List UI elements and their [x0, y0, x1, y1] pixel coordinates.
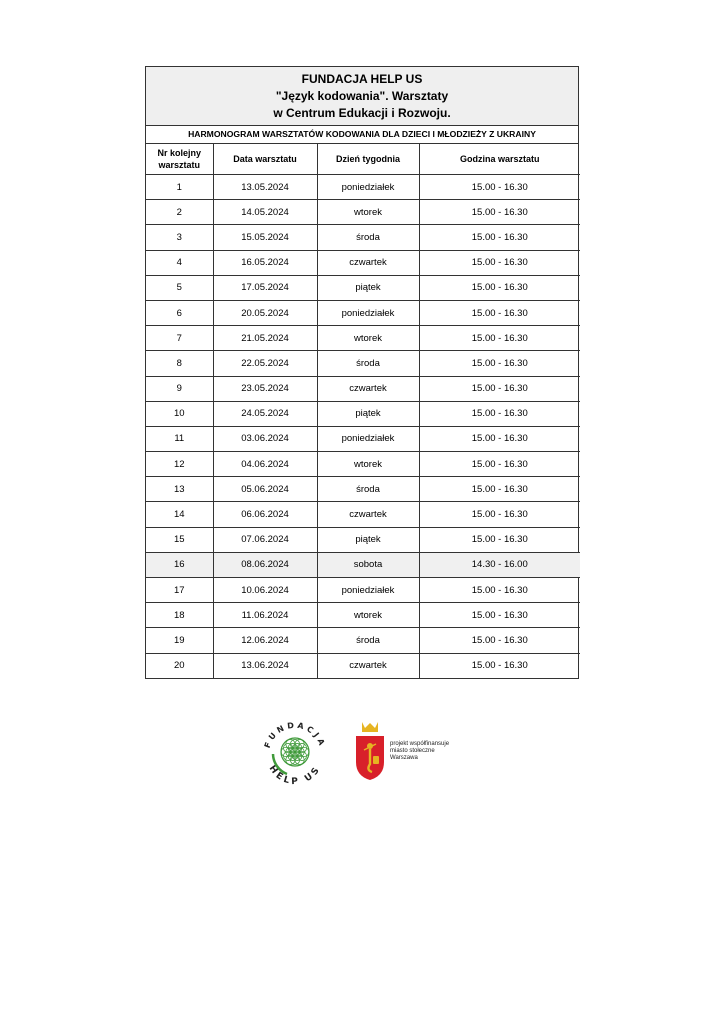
- cell-date: 11.06.2024: [213, 603, 317, 628]
- cell-date: 23.05.2024: [213, 376, 317, 401]
- cell-time: 15.00 - 16.30: [419, 603, 580, 628]
- table-row: [146, 250, 580, 275]
- cell-day: piątek: [317, 401, 419, 426]
- table-body: [146, 175, 580, 678]
- cell-date: 15.05.2024: [213, 225, 317, 250]
- cell-date: 16.05.2024: [213, 250, 317, 275]
- cell-day: poniedziałek: [317, 300, 419, 325]
- table-row: [146, 326, 580, 351]
- cell-day: sobota: [317, 552, 419, 577]
- cell-time: 15.00 - 16.30: [419, 477, 580, 502]
- table-row: [146, 175, 580, 200]
- table-row: [146, 200, 580, 225]
- cell-day: poniedziałek: [317, 426, 419, 451]
- cell-nr: 18: [146, 603, 213, 628]
- table-row: [146, 351, 580, 376]
- cell-date: 20.05.2024: [213, 300, 317, 325]
- project-title: "Język kodowania". Warsztaty: [275, 89, 449, 103]
- schedule-table: [146, 144, 580, 678]
- svg-text:HELP US: [267, 764, 324, 787]
- cell-time: 15.00 - 16.30: [419, 401, 580, 426]
- header-nr: Nr kolejny warsztatu: [146, 144, 213, 175]
- cell-date: 14.05.2024: [213, 200, 317, 225]
- cell-time: 15.00 - 16.30: [419, 426, 580, 451]
- header-day: Dzień tygodnia: [317, 144, 419, 175]
- cell-day: poniedziałek: [317, 578, 419, 603]
- cell-time: 15.00 - 16.30: [419, 300, 580, 325]
- cell-nr: 7: [146, 326, 213, 351]
- warsaw-coat-of-arms-icon: [352, 720, 388, 784]
- cell-date: 24.05.2024: [213, 401, 317, 426]
- cell-date: 08.06.2024: [213, 552, 317, 577]
- table-row: [146, 653, 580, 678]
- cell-day: środa: [317, 628, 419, 653]
- table-row: [146, 552, 580, 577]
- table-row: [146, 502, 580, 527]
- header-date: Data warsztatu: [213, 144, 317, 175]
- cell-day: środa: [317, 351, 419, 376]
- cell-date: 13.06.2024: [213, 653, 317, 678]
- footer-logos: [0, 712, 724, 792]
- cell-time: 15.00 - 16.30: [419, 200, 580, 225]
- table-row: [146, 452, 580, 477]
- header-time: Godzina warsztatu: [419, 144, 580, 175]
- cell-day: czwartek: [317, 653, 419, 678]
- cell-date: 22.05.2024: [213, 351, 317, 376]
- cell-nr: 2: [146, 200, 213, 225]
- cell-nr: 3: [146, 225, 213, 250]
- cell-nr: 11: [146, 426, 213, 451]
- cell-day: piątek: [317, 275, 419, 300]
- table-row: [146, 603, 580, 628]
- cell-date: 06.06.2024: [213, 502, 317, 527]
- cell-day: czwartek: [317, 250, 419, 275]
- cell-nr: 15: [146, 527, 213, 552]
- cell-day: poniedziałek: [317, 175, 419, 200]
- cell-date: 05.06.2024: [213, 477, 317, 502]
- cell-day: czwartek: [317, 376, 419, 401]
- cell-time: 15.00 - 16.30: [419, 578, 580, 603]
- table-row: [146, 376, 580, 401]
- cell-date: 21.05.2024: [213, 326, 317, 351]
- cell-time: 15.00 - 16.30: [419, 653, 580, 678]
- cell-nr: 6: [146, 300, 213, 325]
- cell-date: 04.06.2024: [213, 452, 317, 477]
- cell-nr: 13: [146, 477, 213, 502]
- cell-date: 03.06.2024: [213, 426, 317, 451]
- cell-nr: 14: [146, 502, 213, 527]
- cell-time: 15.00 - 16.30: [419, 175, 580, 200]
- help-us-bottom-text: HELP US: [266, 763, 324, 788]
- cell-nr: 9: [146, 376, 213, 401]
- cell-nr: 5: [146, 275, 213, 300]
- cell-date: 17.05.2024: [213, 275, 317, 300]
- cell-nr: 16: [146, 552, 213, 577]
- warszawa-logo: [352, 720, 482, 784]
- cell-time: 15.00 - 16.30: [419, 275, 580, 300]
- table-header-row: [146, 144, 580, 175]
- table-row: [146, 578, 580, 603]
- cell-day: środa: [317, 477, 419, 502]
- org-name: FUNDACJA HELP US: [301, 72, 423, 86]
- cell-nr: 1: [146, 175, 213, 200]
- cell-time: 15.00 - 16.30: [419, 502, 580, 527]
- cell-day: środa: [317, 225, 419, 250]
- table-row: [146, 527, 580, 552]
- table-row: [146, 426, 580, 451]
- cell-day: wtorek: [317, 452, 419, 477]
- cell-date: 10.06.2024: [213, 578, 317, 603]
- flower-of-life-icon: [255, 716, 335, 788]
- table-row: [146, 401, 580, 426]
- cell-day: wtorek: [317, 326, 419, 351]
- cell-time: 14.30 - 16.00: [419, 552, 580, 577]
- cell-nr: 10: [146, 401, 213, 426]
- schedule-subtitle: HARMONOGRAM WARSZTATÓW KODOWANIA DLA DZIECI I MŁODZIEŻY Z UKRAINY: [146, 126, 578, 144]
- cell-time: 15.00 - 16.30: [419, 250, 580, 275]
- cell-time: 15.00 - 16.30: [419, 452, 580, 477]
- cell-nr: 20: [146, 653, 213, 678]
- cell-date: 07.06.2024: [213, 527, 317, 552]
- schedule-sheet: [145, 66, 579, 679]
- cell-date: 13.05.2024: [213, 175, 317, 200]
- cell-time: 15.00 - 16.30: [419, 326, 580, 351]
- cell-time: 15.00 - 16.30: [419, 225, 580, 250]
- cell-day: piątek: [317, 527, 419, 552]
- cell-nr: 19: [146, 628, 213, 653]
- cell-time: 15.00 - 16.30: [419, 628, 580, 653]
- help-us-logo: [255, 716, 335, 788]
- table-row: [146, 225, 580, 250]
- cell-date: 12.06.2024: [213, 628, 317, 653]
- help-us-top-text: FUNDACJA: [262, 720, 328, 750]
- project-location: w Centrum Edukacji i Rozwoju.: [273, 106, 451, 120]
- cofinancing-caption: projekt współfinansuje miasto stołeczne Warszawa: [390, 741, 450, 761]
- cell-nr: 17: [146, 578, 213, 603]
- table-row: [146, 477, 580, 502]
- cell-time: 15.00 - 16.30: [419, 376, 580, 401]
- cell-time: 15.00 - 16.30: [419, 351, 580, 376]
- cell-nr: 8: [146, 351, 213, 376]
- cell-day: wtorek: [317, 603, 419, 628]
- table-row: [146, 300, 580, 325]
- cell-day: czwartek: [317, 502, 419, 527]
- cell-day: wtorek: [317, 200, 419, 225]
- cell-nr: 12: [146, 452, 213, 477]
- cell-nr: 4: [146, 250, 213, 275]
- title-block: [146, 67, 578, 126]
- cell-time: 15.00 - 16.30: [419, 527, 580, 552]
- table-row: [146, 275, 580, 300]
- table-row: [146, 628, 580, 653]
